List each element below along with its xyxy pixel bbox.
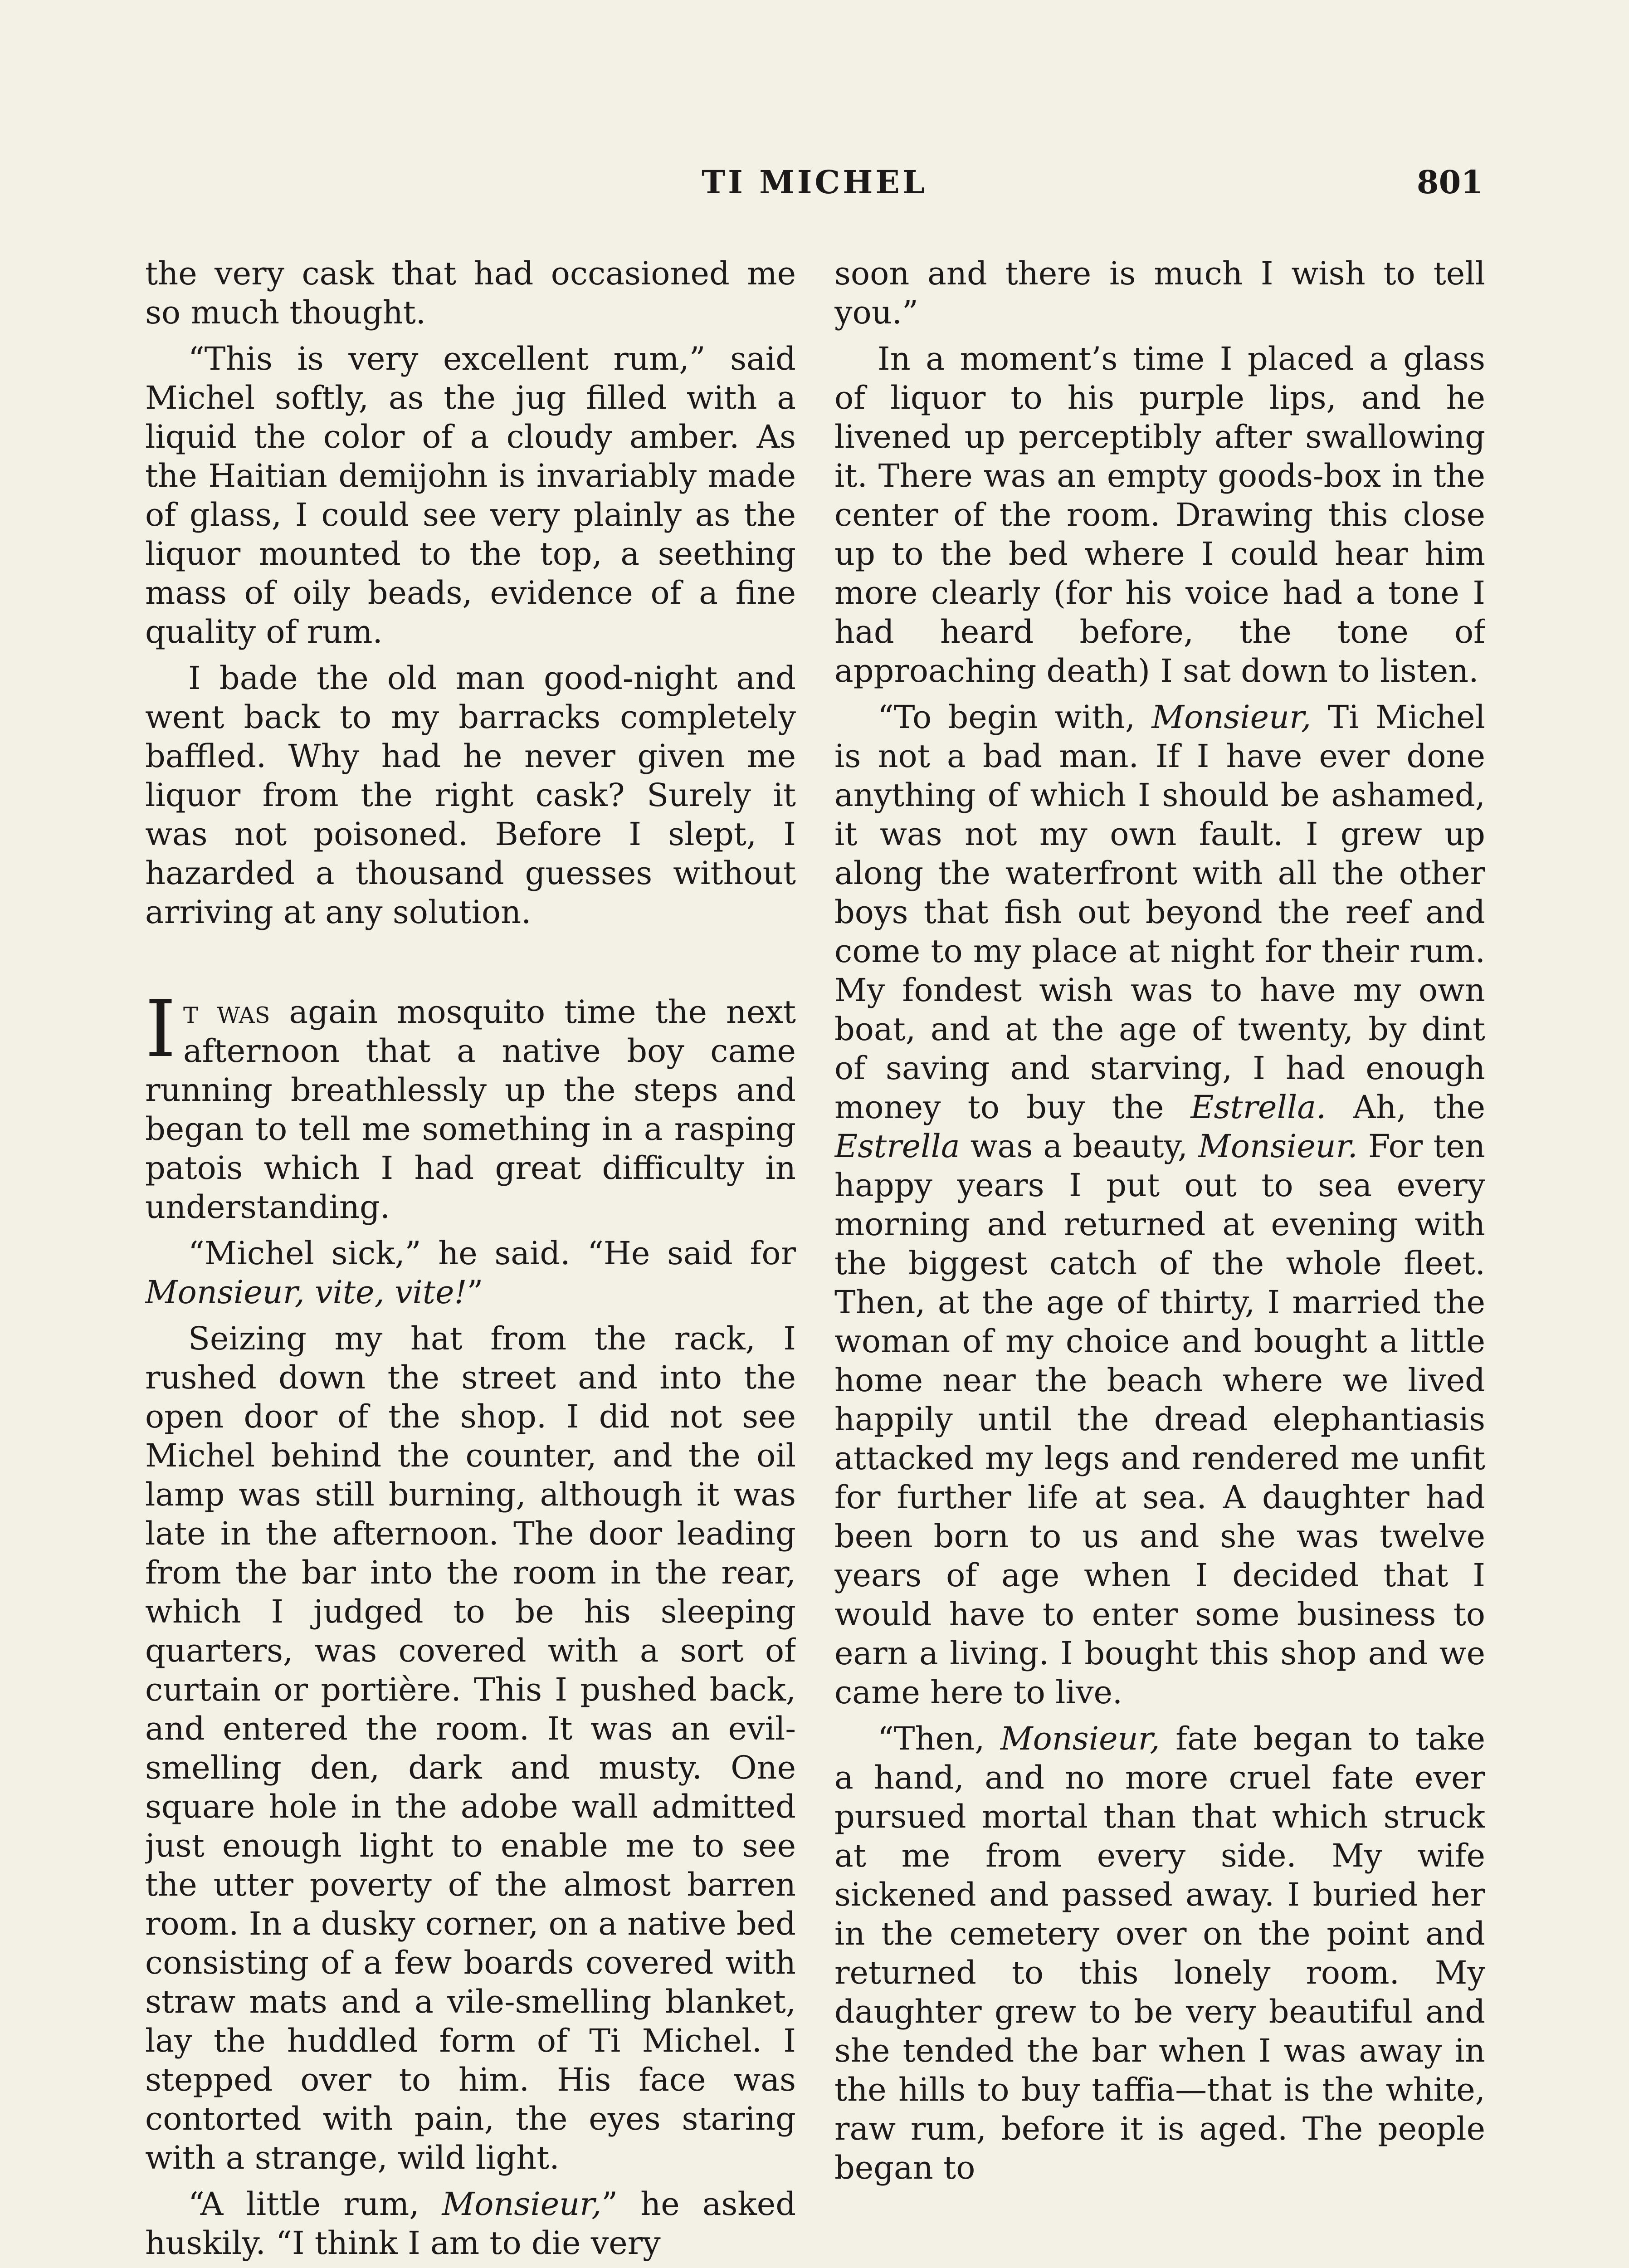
paragraph-text: “Then, xyxy=(878,1720,1000,1757)
left-column xyxy=(145,254,796,2268)
italic-text: Monsieur, xyxy=(1000,1720,1160,1757)
section-opening-paragraph xyxy=(145,983,796,1227)
paragraph-text: ” xyxy=(467,1274,483,1311)
italic-text: Monsieur, xyxy=(1151,699,1312,736)
paragraph xyxy=(145,2185,796,2263)
paragraph-text: Ti Michel is not a bad man. If I have ever done anything of which I should be ashamed, it was not my own fault. I grew up along the waterfront with all the other boys that fish out beyond the reef and come to my place at night for their rum. My fondest wish was to have my own boat, and at the age of twenty, by dint of saving and starving, I had enough money to buy the xyxy=(834,699,1485,1126)
paragraph-text: “Michel sick,” he said. “He said for xyxy=(188,1235,796,1272)
paragraph: “This is very excellent rum,” said Michel softly, as the jug filled with a liquid the color of a cloudy amber. As the Haitian demijohn is invariably made of glass, I could see very plainly as the liquor mounted to the top, a seething mass of oily beads, evidence of a fine quality of rum. xyxy=(145,340,796,650)
paragraph-text: ” he asked huskily. “I think I am to die very xyxy=(145,2185,796,2262)
paragraph: soon and there is much I wish to tell you.” xyxy=(834,255,1485,331)
page-number: 801 xyxy=(1416,163,1483,201)
paragraph-text: again mosquito time the next afternoon that a native boy came running breathlessly up the steps and began to tell me something in a rasping patois which I had great difficulty in understanding. xyxy=(145,993,796,1226)
paragraph: Seizing my hat from the rack, I rushed down the street and into the open door of the shop. I did not see Michel behind the counter, and the oil lamp was still burning, although it was late in the afternoon. The door leading from the bar into the room in the rear, which I judged to be his sleeping quarters, was covered with a sort of curtain or portière. This I pushed back, and entered the room. It was an evil-smelling den, dark and musty. One square hole in the adobe wall admitted just enough light to enable me to see the utter poverty of the almost barren room. In a dusky corner, on a native bed consisting of a few boards covered with straw mats and a vile-smelling blanket, lay the huddled form of Ti Michel. I stepped over to him. His face was contorted with pain, the eyes staring with a strange, wild light. xyxy=(145,1320,796,2176)
paragraph-text: For ten happy years I put out to sea every morning and returned at evening with the biggest catch of the whole fleet. Then, at the age of thirty, I married the woman of my choice and bought a little home near the beach where we lived happily until the dread elephantiasis attacked my legs and rendered me unfit for further life at sea. A daughter had been born to us and she was twelve years of age when I decided that I would have to enter some business to earn a living. I bought this shop and we came here to live. xyxy=(834,1128,1485,1711)
section-break xyxy=(145,939,796,992)
italic-text: Monsieur, xyxy=(442,2185,602,2223)
paragraph xyxy=(834,1719,1485,2187)
paragraph: In a moment’s time I placed a glass of liquor to his purple lips, and he livened up perceptibly after swallowing it. There was an empty goods-box in the center of the room. Drawing this close up to the bed where I could hear him more clearly (for his voice had a tone I had heard before, the tone of approaching death) I sat down to listen. xyxy=(834,340,1485,689)
small-caps-lead: t was xyxy=(183,993,270,1031)
paragraph: the very cask that had occasioned me so much thought. xyxy=(145,255,796,331)
paragraph xyxy=(834,698,1485,1712)
paragraph-text: “A little rum, xyxy=(188,2185,442,2223)
paragraph-text: Ah, the xyxy=(1326,1089,1485,1126)
paragraph xyxy=(145,1234,796,1312)
paragraph-text: was a beauty, xyxy=(960,1128,1199,1165)
paragraph-text: “To begin with, xyxy=(878,699,1152,736)
italic-text: Estrella xyxy=(834,1128,960,1165)
running-title: TI MICHEL xyxy=(702,163,927,201)
paragraph: I bade the old man good-night and went back to my barracks completely baffled. Why had he never given me liquor from the right cask? Surely it was not poisoned. Before I slept, I hazarded a thousand guesses without arriving at any solution. xyxy=(145,660,796,931)
drop-cap: I xyxy=(145,983,176,1075)
paragraph-text: fate began to take a hand, and no more cruel fate ever pursued mortal than that which struck at me from every side. My wife sickened and passed away. I buried her in the cemetery over on the point and returned to this lonely room. My daughter grew to be very beautiful and she tended the bar when I was away in the hills to buy taffia—that is the white, raw rum, before it is aged. The people began to xyxy=(834,1720,1485,2186)
italic-text: Monsieur. xyxy=(1198,1128,1358,1165)
italic-text: Estrella. xyxy=(1190,1089,1327,1126)
right-column xyxy=(834,254,1485,2268)
italic-text: Monsieur, vite, vite! xyxy=(145,1274,467,1311)
